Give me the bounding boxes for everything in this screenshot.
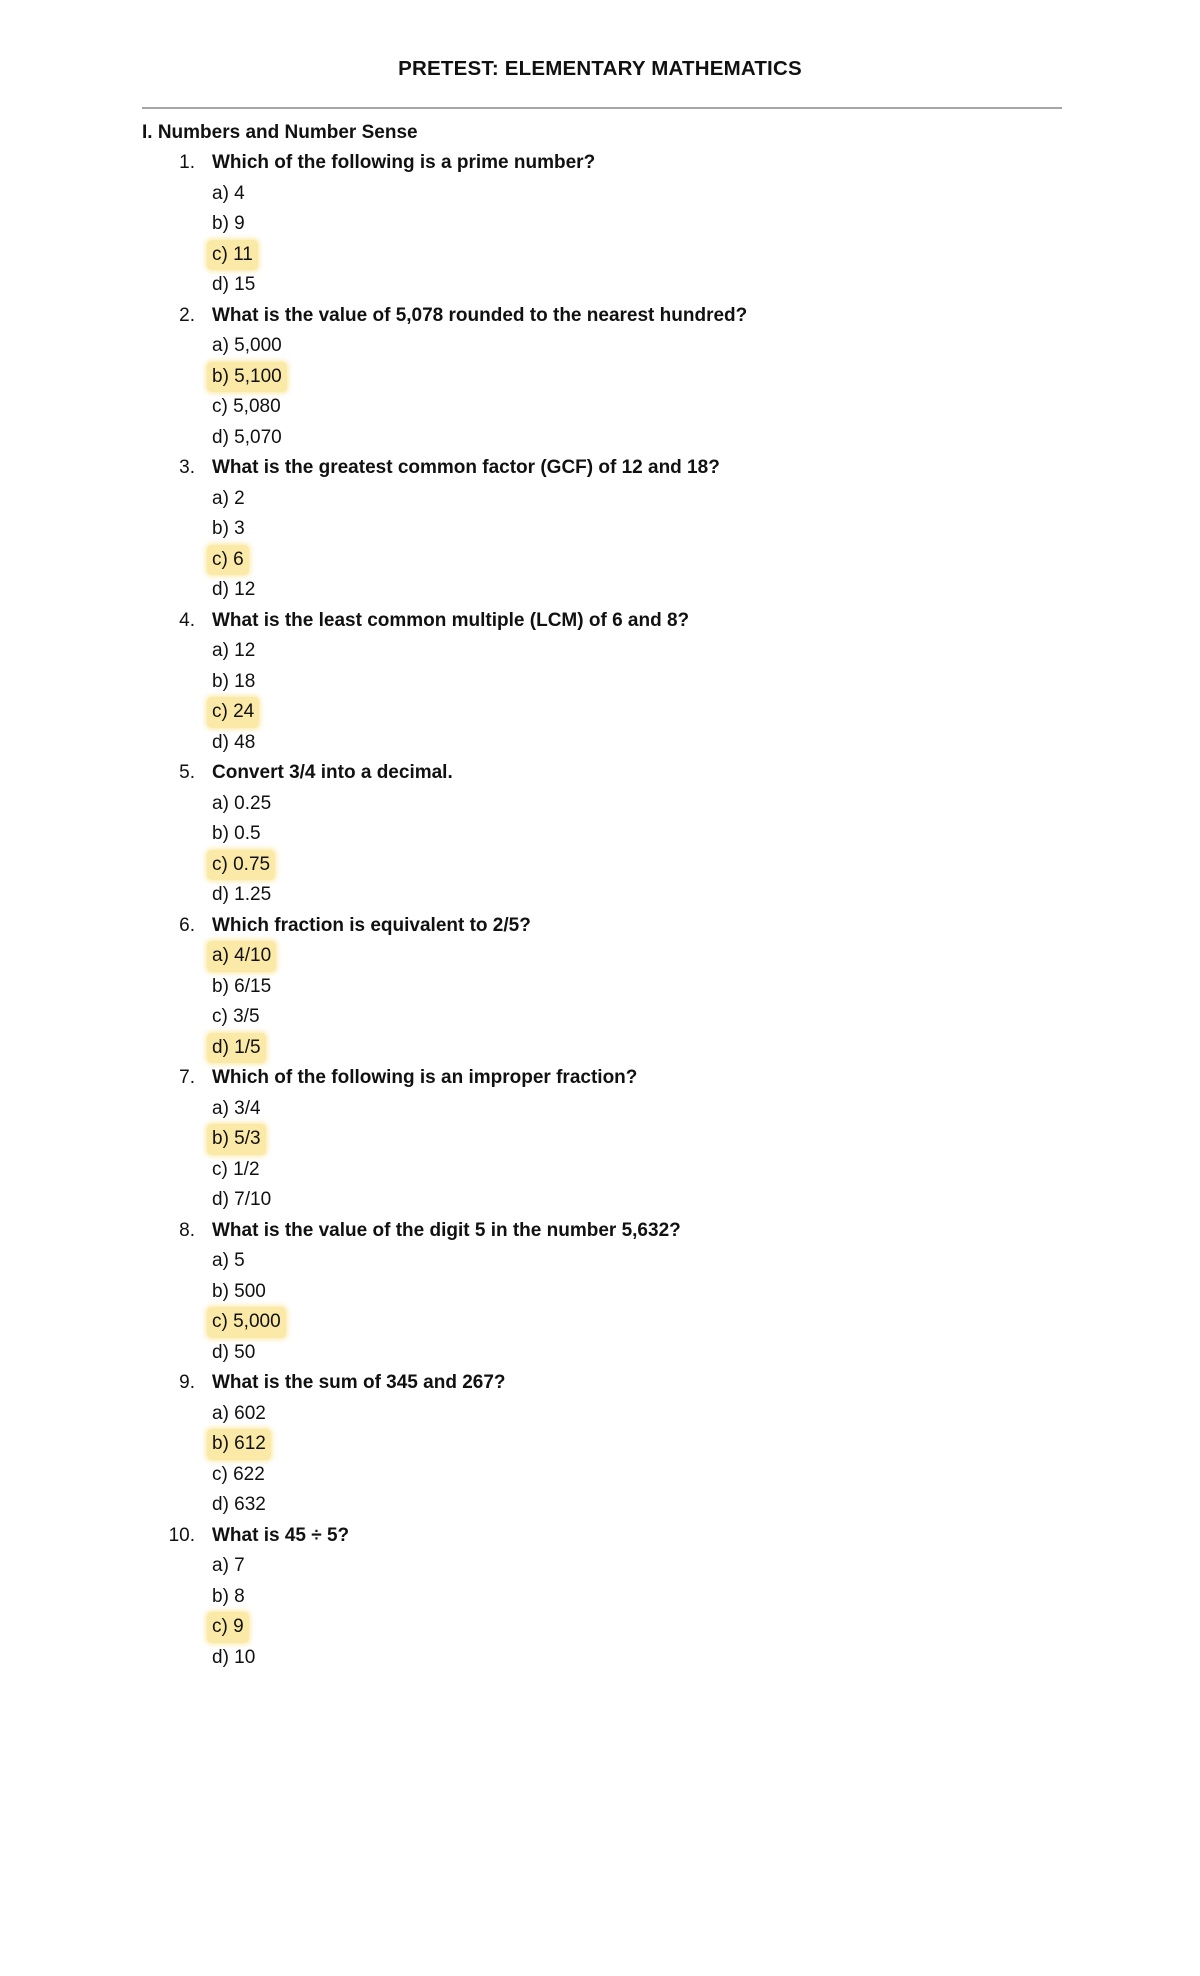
answer-option-label: d) 48 bbox=[212, 731, 256, 753]
page-title: PRETEST: ELEMENTARY MATHEMATICS bbox=[398, 57, 802, 80]
answer-option-label: a) 4 bbox=[212, 182, 245, 204]
answer-option-label: a) 5 bbox=[212, 1250, 245, 1271]
answer-option bbox=[212, 179, 1200, 210]
answer-option-highlighted bbox=[212, 850, 1200, 881]
answer-option bbox=[212, 423, 1200, 454]
question-item bbox=[0, 1063, 1200, 1216]
answer-option-label: c) 9 bbox=[207, 1612, 249, 1643]
answer-option bbox=[212, 636, 1200, 667]
answer-option-label: a) 7 bbox=[212, 1555, 245, 1576]
answer-option bbox=[212, 1551, 1200, 1582]
question-item bbox=[0, 1368, 1200, 1521]
question-number: 2. bbox=[179, 304, 195, 326]
answer-option bbox=[212, 819, 1200, 850]
answer-option bbox=[212, 209, 1200, 240]
question-number: 10. bbox=[168, 1524, 195, 1546]
answer-option-label: c) 24 bbox=[207, 697, 259, 728]
question-text: What is the value of 5,078 rounded to the nearest hundred? bbox=[212, 304, 748, 326]
answer-option bbox=[212, 1582, 1200, 1613]
question-number: 8. bbox=[179, 1219, 195, 1241]
answer-option-highlighted bbox=[212, 1033, 1200, 1064]
answer-option bbox=[212, 1002, 1200, 1033]
answer-option-label: a) 3/4 bbox=[212, 1097, 261, 1119]
question-number: 4. bbox=[179, 609, 195, 631]
answer-options bbox=[0, 789, 1200, 911]
answer-option bbox=[212, 514, 1200, 545]
answer-option-label: a) 0.25 bbox=[212, 792, 272, 814]
question-item bbox=[0, 301, 1200, 454]
question-item bbox=[0, 1521, 1200, 1674]
answer-option bbox=[212, 880, 1200, 911]
answer-option-label: c) 622 bbox=[212, 1463, 265, 1485]
question-text: Which of the following is a prime number? bbox=[212, 152, 596, 173]
answer-option-label: d) 1.25 bbox=[212, 884, 272, 905]
answer-option-label: c) 5,000 bbox=[207, 1307, 286, 1338]
question-number: 5. bbox=[179, 762, 195, 783]
answer-options bbox=[0, 636, 1200, 758]
answer-option-label: b) 8 bbox=[212, 1585, 245, 1607]
answer-option bbox=[212, 789, 1200, 820]
answer-option bbox=[212, 728, 1200, 759]
question-number: 7. bbox=[179, 1067, 195, 1088]
answer-option bbox=[212, 1094, 1200, 1125]
answer-option-label: d) 15 bbox=[212, 274, 256, 295]
answer-option-label: d) 5,070 bbox=[212, 426, 282, 448]
answer-option-label: a) 12 bbox=[212, 640, 256, 661]
question-text: What is 45 ÷ 5? bbox=[212, 1524, 350, 1546]
answer-option bbox=[212, 270, 1200, 301]
answer-option-label: a) 4/10 bbox=[207, 941, 276, 972]
question-text: Convert 3/4 into a decimal. bbox=[212, 762, 453, 783]
answer-option-label: a) 602 bbox=[212, 1402, 266, 1424]
answer-option bbox=[212, 1185, 1200, 1216]
question-number: 3. bbox=[179, 457, 195, 478]
answer-option-label: c) 5,080 bbox=[212, 396, 281, 417]
answer-option-label: b) 5/3 bbox=[207, 1124, 266, 1155]
answer-option bbox=[212, 392, 1200, 423]
question-text: Which of the following is an improper fraction? bbox=[212, 1067, 638, 1088]
answer-option-label: d) 50 bbox=[212, 1341, 256, 1363]
answer-options bbox=[0, 179, 1200, 301]
question-number: 6. bbox=[179, 914, 195, 936]
answer-options bbox=[0, 1551, 1200, 1673]
answer-options bbox=[0, 1094, 1200, 1216]
answer-options bbox=[0, 1246, 1200, 1368]
answer-option-label: d) 1/5 bbox=[207, 1033, 266, 1064]
question-text: What is the greatest common factor (GCF) of 12 and 18? bbox=[212, 457, 720, 478]
answer-option-label: c) 1/2 bbox=[212, 1158, 260, 1180]
answer-option bbox=[212, 1155, 1200, 1186]
answer-option-label: b) 3 bbox=[212, 518, 245, 539]
answer-options bbox=[0, 941, 1200, 1063]
question-list bbox=[0, 148, 1200, 1673]
answer-option bbox=[212, 1460, 1200, 1491]
answer-option bbox=[212, 331, 1200, 362]
question-text: Which fraction is equivalent to 2/5? bbox=[212, 914, 531, 936]
answer-option bbox=[212, 484, 1200, 515]
question-text: What is the least common multiple (LCM) of 6 and 8? bbox=[212, 609, 690, 631]
answer-option-label: b) 0.5 bbox=[212, 823, 261, 844]
answer-option bbox=[212, 1643, 1200, 1674]
answer-options bbox=[0, 484, 1200, 606]
question-item bbox=[0, 911, 1200, 1064]
question-item bbox=[0, 453, 1200, 606]
title-divider bbox=[142, 107, 1062, 109]
answer-option bbox=[212, 1338, 1200, 1369]
answer-option-highlighted bbox=[212, 1124, 1200, 1155]
answer-option-highlighted bbox=[212, 941, 1200, 972]
answer-options bbox=[0, 1399, 1200, 1521]
answer-option-label: b) 500 bbox=[212, 1280, 266, 1302]
answer-option-label: d) 12 bbox=[212, 579, 256, 600]
answer-option-label: c) 6 bbox=[207, 545, 249, 576]
answer-option-label: c) 11 bbox=[207, 240, 258, 271]
question-item bbox=[0, 758, 1200, 911]
answer-option-highlighted bbox=[212, 697, 1200, 728]
answer-option-label: d) 632 bbox=[212, 1494, 266, 1515]
question-number: 1. bbox=[179, 152, 195, 173]
answer-option-label: d) 7/10 bbox=[212, 1189, 272, 1210]
section-heading: I. Numbers and Number Sense bbox=[142, 122, 418, 143]
answer-option-label: b) 5,100 bbox=[207, 362, 287, 393]
answer-option-highlighted bbox=[212, 1307, 1200, 1338]
answer-option bbox=[212, 667, 1200, 698]
answer-option-label: b) 18 bbox=[212, 670, 256, 692]
question-text: What is the sum of 345 and 267? bbox=[212, 1372, 506, 1393]
answer-option-label: c) 0.75 bbox=[207, 850, 275, 881]
answer-option bbox=[212, 1246, 1200, 1277]
answer-option-label: b) 9 bbox=[212, 213, 245, 234]
answer-option-label: b) 6/15 bbox=[212, 975, 272, 997]
answer-option bbox=[212, 972, 1200, 1003]
answer-option bbox=[212, 575, 1200, 606]
answer-option-label: b) 612 bbox=[207, 1429, 271, 1460]
answer-option-label: a) 5,000 bbox=[212, 335, 282, 356]
question-text: What is the value of the digit 5 in the number 5,632? bbox=[212, 1219, 681, 1241]
answer-option-label: d) 10 bbox=[212, 1646, 256, 1668]
answer-option-highlighted bbox=[212, 362, 1200, 393]
question-item bbox=[0, 1216, 1200, 1369]
answer-option-highlighted bbox=[212, 1612, 1200, 1643]
answer-option-highlighted bbox=[212, 1429, 1200, 1460]
answer-options bbox=[0, 331, 1200, 453]
answer-option bbox=[212, 1490, 1200, 1521]
question-item bbox=[0, 606, 1200, 759]
answer-option bbox=[212, 1399, 1200, 1430]
question-item bbox=[0, 148, 1200, 301]
answer-option bbox=[212, 1277, 1200, 1308]
answer-option-label: a) 2 bbox=[212, 487, 245, 509]
answer-option-label: c) 3/5 bbox=[212, 1006, 260, 1027]
answer-option-highlighted bbox=[212, 545, 1200, 576]
answer-option-highlighted bbox=[212, 240, 1200, 271]
question-number: 9. bbox=[179, 1372, 195, 1393]
